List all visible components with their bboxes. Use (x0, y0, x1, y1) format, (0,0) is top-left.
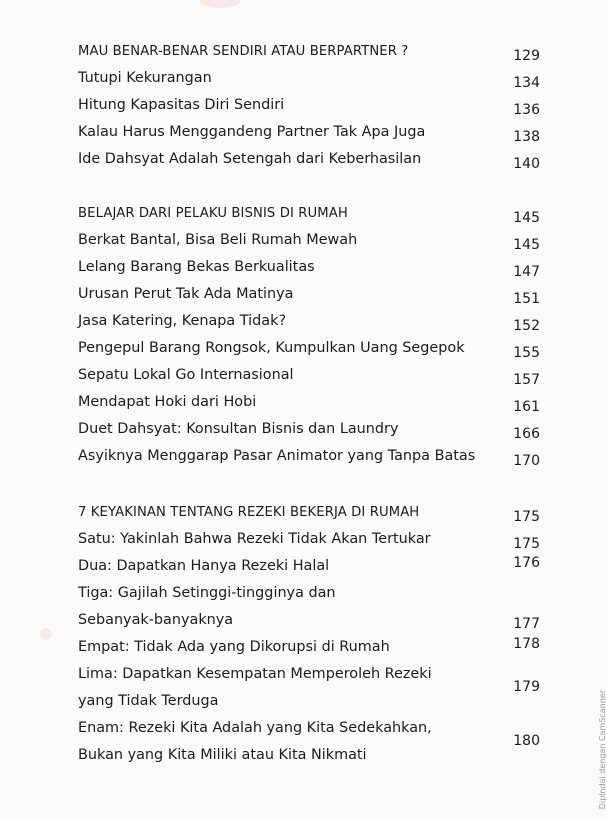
toc-section-1 (78, 38, 548, 173)
page-number: 134 (513, 75, 540, 91)
toc-entry (78, 227, 548, 254)
entry-title: Asyiknya Menggarap Pasar Animator yang Tanpa Batas (78, 448, 476, 464)
page-number: 161 (513, 399, 540, 415)
entry-title: Tiga: Gajilah Setinggi-tingginya dan (78, 585, 336, 601)
toc-section-2 (78, 200, 548, 470)
toc-entry (78, 661, 548, 715)
toc-entry (78, 200, 548, 227)
entry-title: Tutupi Kekurangan (78, 70, 212, 86)
toc-entry (78, 38, 548, 65)
page-number: 178 (513, 636, 540, 652)
entry-title: Jasa Katering, Kenapa Tidak? (78, 313, 287, 329)
toc-entry (78, 526, 548, 553)
page-number: 175 (513, 536, 540, 552)
page-number: 166 (513, 426, 540, 442)
entry-title: Mendapat Hoki dari Hobi (78, 394, 257, 410)
toc-entry (78, 362, 548, 389)
paper-smudge (200, 0, 240, 8)
page-number: 157 (513, 372, 540, 388)
page-number: 129 (513, 48, 540, 64)
entry-title: Kalau Harus Menggandeng Partner Tak Apa Juga (78, 124, 426, 140)
entry-title: Hitung Kapasitas Diri Sendiri (78, 97, 285, 113)
toc-entry (78, 281, 548, 308)
toc-entry (78, 443, 548, 470)
toc-entry (78, 416, 548, 443)
toc-section-3 (78, 499, 548, 769)
toc-entry (78, 499, 548, 526)
page-number: 152 (513, 318, 540, 334)
toc-entry (78, 92, 548, 119)
page-number: 179 (513, 679, 540, 695)
page-number: 170 (513, 453, 540, 469)
entry-title: Sepatu Lokal Go Internasional (78, 367, 294, 383)
toc-entry (78, 119, 548, 146)
page-number: 155 (513, 345, 540, 361)
entry-title: Empat: Tidak Ada yang Dikorupsi di Rumah (78, 639, 390, 655)
page-number: 180 (513, 733, 540, 749)
toc-entry (78, 715, 548, 769)
entry-title: Ide Dahsyat Adalah Setengah dari Keberhasilan (78, 151, 422, 167)
entry-title: Berkat Bantal, Bisa Beli Rumah Mewah (78, 232, 358, 248)
page-number: 140 (513, 156, 540, 172)
entry-title: Lima: Dapatkan Kesempatan Memperoleh Rezeki (78, 666, 432, 682)
scanner-watermark: Dipindai dengan CamScanner (598, 690, 607, 810)
entry-title: Satu: Yakinlah Bahwa Rezeki Tidak Akan Tertukar (78, 531, 431, 547)
entry-title: Pengepul Barang Rongsok, Kumpulkan Uang Segepok (78, 340, 465, 356)
toc-entry (78, 335, 548, 362)
page-number: 147 (513, 264, 540, 280)
entry-title: Enam: Rezeki Kita Adalah yang Kita Sedekahkan, (78, 720, 432, 736)
page-number: 175 (513, 509, 540, 525)
toc-entry (78, 254, 548, 281)
toc-entry (78, 308, 548, 335)
entry-title: Urusan Perut Tak Ada Matinya (78, 286, 294, 302)
section-heading: MAU BENAR-BENAR SENDIRI ATAU BERPARTNER ? (78, 44, 409, 59)
page-number: 177 (513, 616, 540, 632)
toc-entry (78, 389, 548, 416)
paper-smudge (40, 628, 52, 640)
page-number: 136 (513, 102, 540, 118)
page-number: 145 (513, 237, 540, 253)
toc-entry (78, 146, 548, 173)
entry-title: Dua: Dapatkan Hanya Rezeki Halal (78, 558, 330, 574)
entry-title: Duet Dahsyat: Konsultan Bisnis dan Laundry (78, 421, 399, 437)
entry-title-continued: yang Tidak Terduga (78, 693, 219, 709)
entry-title: Lelang Barang Bekas Berkualitas (78, 259, 315, 275)
page-number: 151 (513, 291, 540, 307)
entry-title-continued: Sebanyak-banyaknya (78, 612, 234, 628)
page-number: 145 (513, 210, 540, 226)
page-number: 138 (513, 129, 540, 145)
toc-entry (78, 65, 548, 92)
section-heading: 7 KEYAKINAN TENTANG REZEKI BEKERJA DI RUMAH (78, 505, 420, 520)
toc-entry (78, 553, 548, 580)
entry-title-continued: Bukan yang Kita Miliki atau Kita Nikmati (78, 747, 367, 763)
page-number: 176 (513, 555, 540, 571)
section-heading: BELAJAR DARI PELAKU BISNIS DI RUMAH (78, 206, 348, 221)
toc-entry (78, 634, 548, 661)
toc-entry (78, 580, 548, 634)
